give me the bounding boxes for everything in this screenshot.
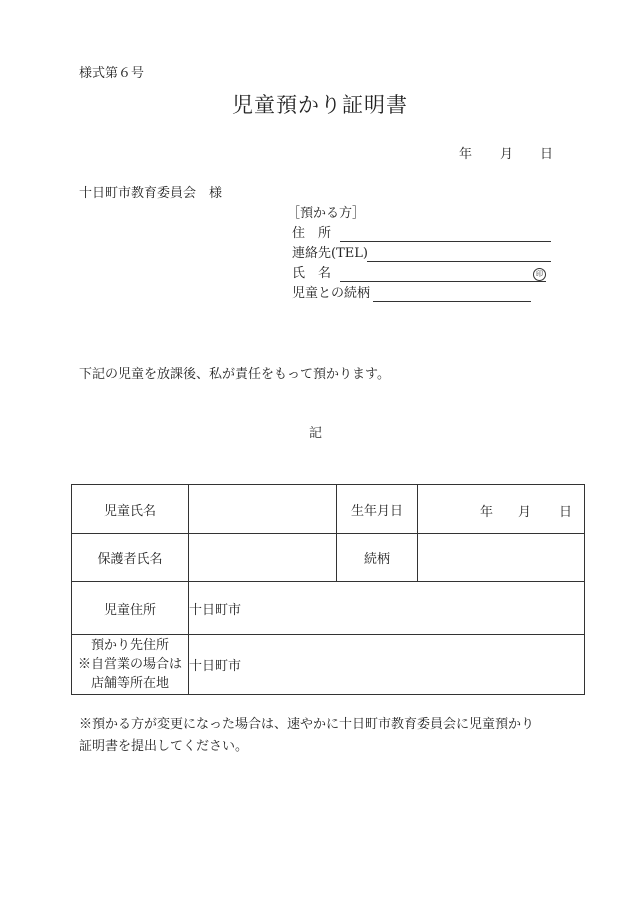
caretaker-contact-field[interactable] (367, 247, 551, 262)
addressee: 十日町市教育委員会 様 (79, 186, 223, 201)
child-address-field[interactable]: 十日町市 (189, 582, 585, 635)
page-title: 児童預かり証明書 (232, 93, 408, 117)
guardian-name-label: 保護者氏名 (72, 534, 189, 582)
birthdate-label: 生年月日 (337, 485, 418, 534)
caretaker-address-field-cell[interactable]: 十日町市 (189, 635, 585, 695)
birthdate-field[interactable] (418, 485, 585, 534)
table-row (72, 635, 585, 695)
relationship-label: 続柄 (337, 534, 418, 582)
caretaker-name-label: 氏 名 (292, 266, 332, 281)
date-day-label: 日 (540, 147, 554, 162)
caretaker-relationship-label: 児童との続柄 (292, 286, 371, 301)
caretaker-relationship-field[interactable] (373, 287, 531, 302)
birth-month-label: 月 (518, 505, 532, 520)
child-name-field[interactable] (189, 485, 337, 534)
child-info-table (71, 484, 585, 695)
table-row (72, 534, 585, 582)
table-row (72, 485, 585, 534)
relationship-field[interactable] (418, 534, 585, 582)
child-address-label: 児童住所 (72, 582, 189, 635)
caretaker-address-field[interactable] (340, 227, 551, 242)
caretaker-address-label-line2: ※自営業の場合は (77, 657, 182, 672)
note-line-2: 証明書を提出してください。 (79, 739, 249, 754)
birth-year-label: 年 (480, 505, 494, 520)
caretaker-heading: ［預かる方］ (287, 206, 366, 221)
record-mark: 記 (309, 426, 323, 441)
statement: 下記の児童を放課後、私が責任をもって預かります。 (79, 367, 390, 382)
caretaker-name-field[interactable] (340, 267, 546, 282)
seal-mark: 印 (533, 268, 546, 281)
birth-day-label: 日 (559, 505, 573, 520)
date-year-label: 年 (459, 147, 473, 162)
caretaker-address-label-cell (72, 635, 189, 695)
child-name-label: 児童氏名 (72, 485, 189, 534)
table-row (72, 582, 585, 635)
note-line-1: ※預かる方が変更になった場合は、速やかに十日町市教育委員会に児童預かり (79, 717, 535, 732)
form-number: 様式第６号 (79, 66, 145, 81)
guardian-name-field[interactable] (189, 534, 337, 582)
caretaker-address-label-line1: 預かり先住所 (90, 638, 169, 653)
caretaker-contact-label: 連絡先(TEL) (292, 246, 368, 261)
caretaker-address-label: 住 所 (292, 226, 332, 241)
date-month-label: 月 (500, 147, 514, 162)
caretaker-address-label-line3: 店舗等所在地 (90, 676, 169, 691)
